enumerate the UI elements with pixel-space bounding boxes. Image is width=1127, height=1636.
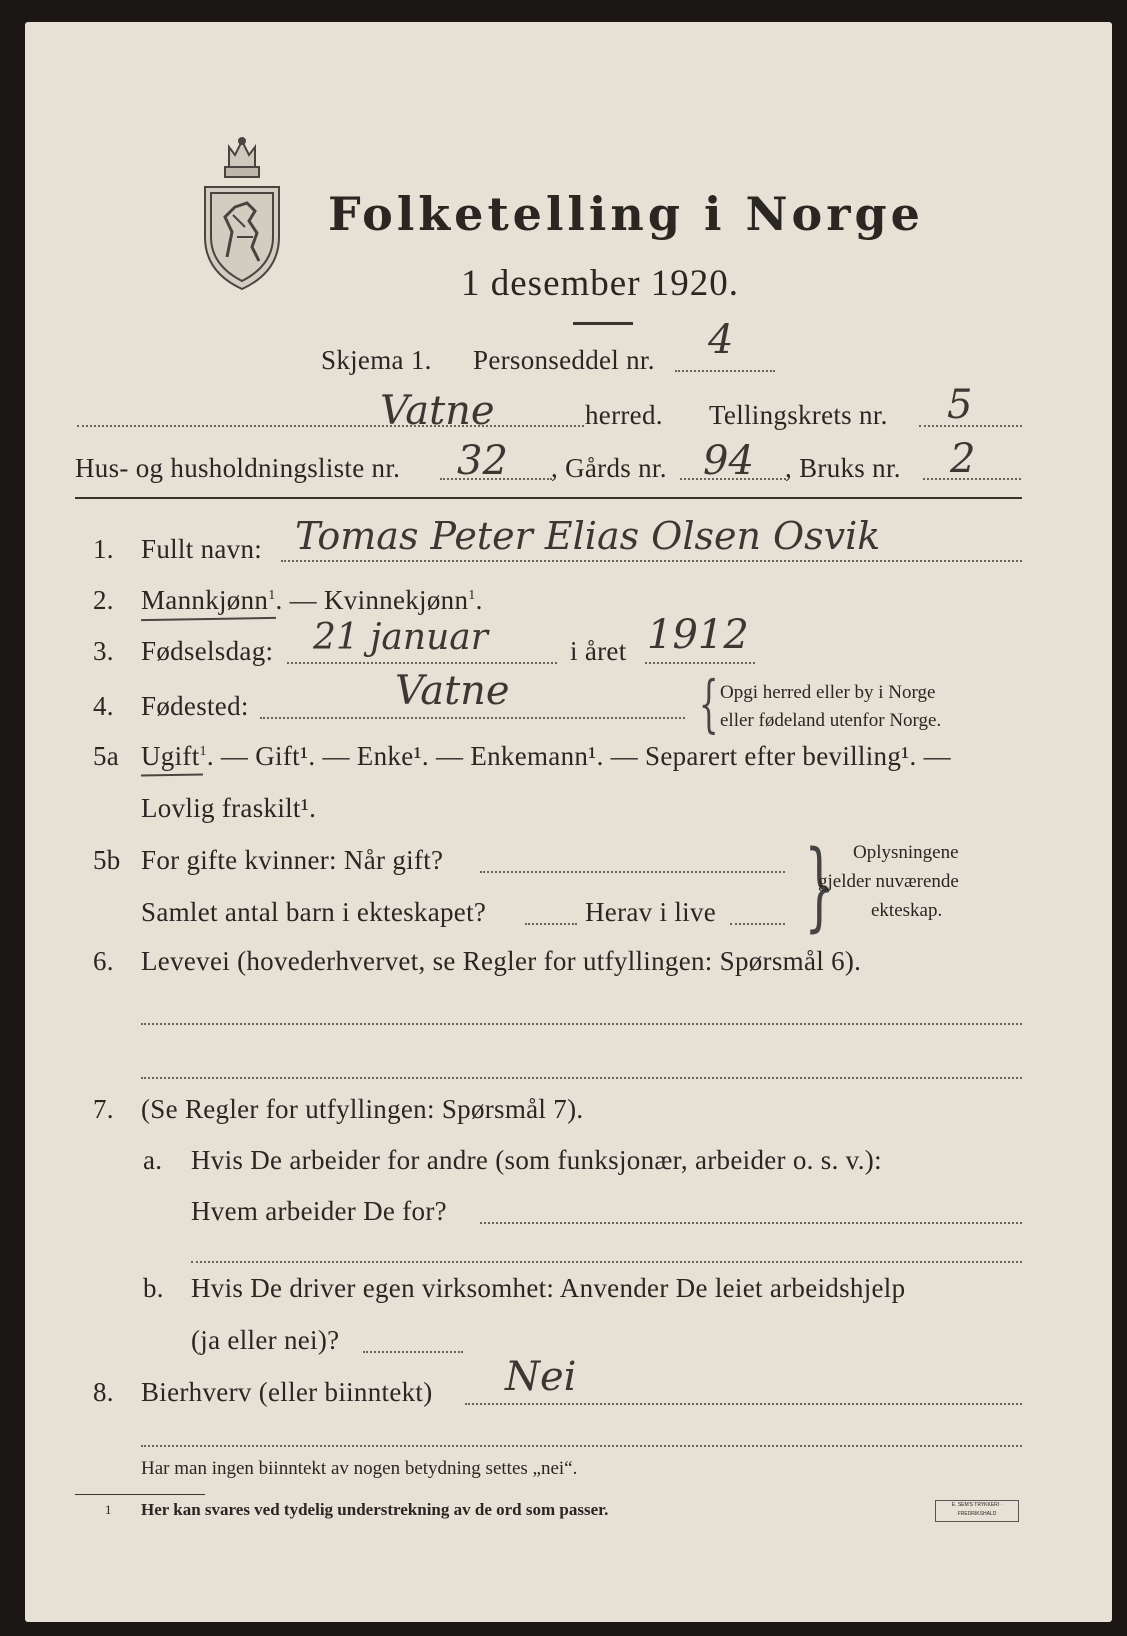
census-date: 1 desember 1920. bbox=[461, 263, 740, 304]
q7-number: 7. bbox=[93, 1094, 114, 1124]
personseddel-label: Personseddel nr. bbox=[473, 345, 655, 375]
q7-label: (Se Regler for utfyllingen: Spørsmål 7). bbox=[141, 1094, 584, 1124]
q1-label: Fullt navn: bbox=[141, 534, 263, 564]
q5b-note-line2: gjelder nuværende bbox=[818, 871, 959, 892]
q7b-line2: (ja eller nei)? bbox=[191, 1325, 340, 1355]
option-kvinnekjonn[interactable]: Kvinnekjønn bbox=[323, 585, 469, 615]
q2-options: Mannkjønn$^1$. — Kvinnekjønn$^1$. bbox=[141, 585, 483, 615]
option-ugift[interactable]: Ugift bbox=[141, 741, 200, 771]
husliste-value[interactable]: 32 bbox=[457, 438, 508, 484]
q7b-line1: Hvis De driver egen virksomhet: Anvender De leiet arbeidshjelp bbox=[191, 1273, 906, 1303]
q8-number: 8. bbox=[93, 1377, 114, 1407]
q5a-number: 5a bbox=[93, 741, 120, 771]
personseddel-value[interactable]: 4 bbox=[708, 317, 734, 363]
printer-stamp: E. SEM'S TRYKKERI · FREDRIKSHALD bbox=[935, 1500, 1019, 1522]
schema-label: Skjema 1. bbox=[321, 345, 432, 375]
coat-of-arms-icon bbox=[197, 137, 287, 292]
q5b-note-line3: ekteskap. bbox=[871, 900, 943, 921]
option-mannkjonn[interactable]: Mannkjønn bbox=[141, 585, 269, 615]
q6-line2[interactable] bbox=[141, 1077, 1022, 1079]
q7b-number: b. bbox=[143, 1273, 164, 1303]
form-title: Folketelling i Norge bbox=[328, 187, 924, 241]
q7a-line1: Hvis De arbeider for andre (som funksjonær, arbeider o. s. v.): bbox=[191, 1145, 882, 1175]
q7a-number: a. bbox=[143, 1145, 163, 1175]
tellingskrets-value[interactable]: 5 bbox=[947, 382, 973, 428]
census-form bbox=[25, 22, 1112, 1622]
birthday-value[interactable]: 21 januar bbox=[313, 617, 488, 658]
herred-label: herred. bbox=[585, 400, 663, 430]
tellingskrets-label: Tellingskrets nr. bbox=[709, 400, 888, 430]
q5b-number: 5b bbox=[93, 845, 121, 875]
q4-note-line1: Opgi herred eller by i Norge bbox=[720, 682, 936, 703]
footnote-rule bbox=[75, 1494, 205, 1495]
q5a-options: Ugift$^1$. — Gift¹. — Enke¹. — Enkemann¹. — Separert efter bevilling¹. — bbox=[141, 741, 951, 771]
q5b-line1: For gifte kvinner: Når gift? bbox=[141, 845, 444, 875]
q6-label: Levevei (hovederhvervet, se Regler for utfyllingen: Spørsmål 6). bbox=[141, 946, 862, 976]
q5b-brace: } bbox=[804, 830, 835, 942]
full-name-value[interactable]: Tomas Peter Elias Olsen Osvik bbox=[295, 514, 881, 558]
gards-value[interactable]: 94 bbox=[703, 438, 754, 484]
q4-number: 4. bbox=[93, 691, 114, 721]
q7a-line2: Hvem arbeider De for? bbox=[191, 1196, 447, 1226]
husliste-label: Hus- og husholdningsliste nr. bbox=[75, 453, 401, 483]
q6-line1[interactable] bbox=[141, 1023, 1022, 1025]
mannkjonn-underline bbox=[141, 617, 276, 621]
q5b-line2-b: Herav i live bbox=[585, 897, 717, 927]
title-divider bbox=[573, 322, 633, 325]
header-rule bbox=[75, 497, 1022, 499]
q4-brace: { bbox=[698, 667, 719, 740]
footnote-mark: 1 bbox=[105, 1502, 112, 1517]
q7b-answer-line[interactable] bbox=[363, 1351, 463, 1353]
footnote: Her kan svares ved tydelig understrekning av de ord som passer. bbox=[141, 1500, 609, 1519]
bierhverv-value[interactable]: Nei bbox=[505, 1354, 577, 1400]
q5a-line2[interactable]: Lovlig fraskilt¹. bbox=[141, 793, 317, 823]
bruks-value[interactable]: 2 bbox=[950, 436, 976, 482]
q8-answer-line2[interactable] bbox=[141, 1445, 1022, 1447]
year-label: i året bbox=[570, 636, 627, 666]
q7a-answer-line[interactable] bbox=[480, 1222, 1022, 1224]
birth-year-value[interactable]: 1912 bbox=[647, 612, 749, 658]
herred-value[interactable]: Vatne bbox=[380, 388, 495, 434]
q2-number: 2. bbox=[93, 585, 114, 615]
q8-label: Bierhverv (eller biinntekt) bbox=[141, 1377, 433, 1407]
ugift-underline bbox=[141, 773, 203, 776]
q3-label: Fødselsdag: bbox=[141, 636, 274, 666]
birthplace-value[interactable]: Vatne bbox=[395, 668, 510, 714]
q5b-line2-a: Samlet antal barn i ekteskapet? bbox=[141, 897, 487, 927]
q4-note-line2: eller fødeland utenfor Norge. bbox=[720, 710, 942, 731]
q5b-note-line1: Oplysningene bbox=[853, 842, 959, 863]
footer-note: Har man ingen biinntekt av nogen betydning settes „nei“. bbox=[141, 1458, 578, 1479]
q1-number: 1. bbox=[93, 534, 114, 564]
q6-number: 6. bbox=[93, 946, 114, 976]
bruks-label: , Bruks nr. bbox=[785, 453, 901, 483]
q3-number: 3. bbox=[93, 636, 114, 666]
q7a-answer-line2[interactable] bbox=[191, 1261, 1022, 1263]
q4-label: Fødested: bbox=[141, 691, 249, 721]
gards-label: , Gårds nr. bbox=[551, 453, 667, 483]
